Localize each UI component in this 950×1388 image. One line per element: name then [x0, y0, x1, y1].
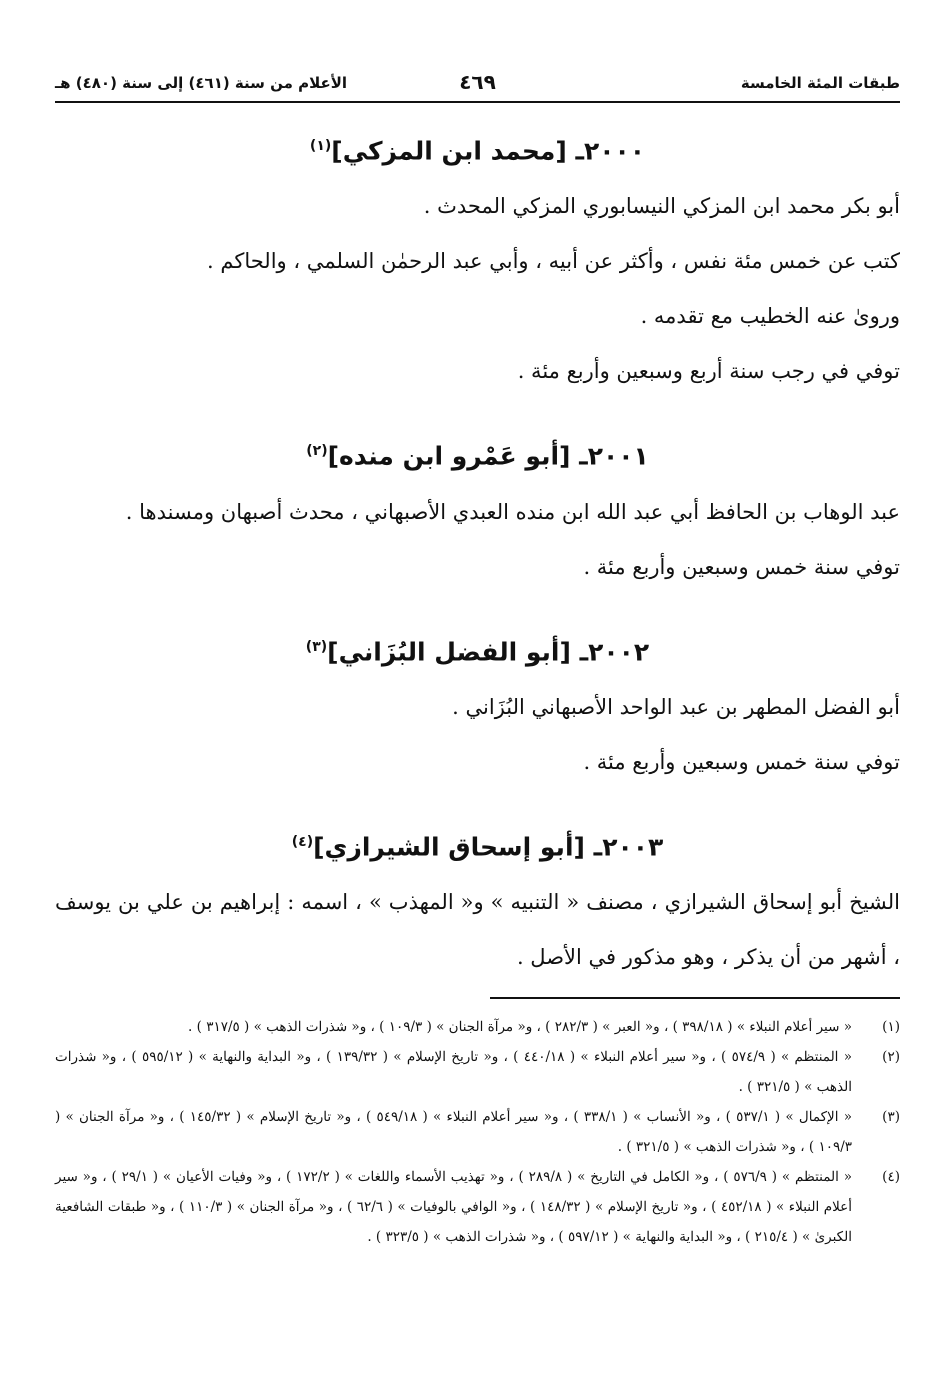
- entry-paragraph: أبو الفضل المطهر بن عبد الواحد الأصبهاني البُزَاني .: [452, 694, 900, 719]
- page-number: ٤٦٩: [459, 70, 496, 94]
- entry-paragraph: أبو بكر محمد ابن المزكي النيسابوري المزكي المحدث .: [423, 194, 900, 219]
- footnote-number: (١): [882, 1019, 900, 1035]
- entry-paragraph: كتب عن خمس مئة نفس ، وأكثر عن أبيه ، وأبي عبد الرحمٰن السلمي ، والحاكم .: [207, 249, 900, 274]
- footnote: [55, 1102, 900, 1162]
- footnotes: [55, 1012, 900, 1252]
- running-head-section: طبقات المئة الخامسة: [740, 74, 900, 92]
- entry-title: ٢٠٠٣ـ [أبو إسحاق الشيرازي]$^{(٤)}$: [291, 832, 664, 862]
- footnote-text: « المنتظم » ( ٥٧٤/٩ ) ، و« سير أعلام النبلاء » ( ٤٤٠/١٨ ) ، و« تاريخ الإسلام » ( ١٣٩/٣٢ ) ، و« البداية والنهاية » ( ٥٩٥/١٢ ) ، و« شذرات الذهب » ( ٣٢١/٥ ) .: [55, 1049, 852, 1095]
- entry-title: ٢٠٠٠ـ [محمد ابن المزكي]$^{(١)}$: [309, 136, 646, 166]
- running-head-range: الأعلام من سنة (٤٦١) إلى سنة (٤٨٠) هـ: [55, 74, 348, 92]
- footnote-ref: (٢): [306, 443, 328, 460]
- entry-paragraph: توفي سنة خمس وسبعين وأربع مئة .: [583, 554, 900, 579]
- entry-title: ٢٠٠١ـ [أبو عَمْرو ابن منده]$^{(٢)}$: [306, 441, 649, 471]
- footnote-number: (٣): [882, 1109, 900, 1125]
- footnote-ref: (١): [309, 138, 332, 154]
- footnote: [55, 1012, 900, 1042]
- entry-2002: [55, 619, 900, 790]
- footnote-ref: (٤): [291, 833, 314, 850]
- entry-paragraph: وروىٰ عنه الخطيب مع تقدمه .: [640, 304, 900, 329]
- footnote-number: (٤): [882, 1169, 900, 1185]
- footnote-text: « سير أعلام النبلاء » ( ٣٩٨/١٨ ) ، و« العبر » ( ٢٨٢/٣ ) ، و« مرآة الجنان » ( ١٠٩/٣ ) ، و« شذرات الذهب » ( ٣١٧/٥ ) .: [188, 1019, 852, 1035]
- footnote-ref: (٣): [305, 638, 328, 655]
- entry-2003: [55, 814, 900, 985]
- footnote: [55, 1162, 900, 1252]
- main-text: [55, 118, 900, 1009]
- footnote-number: (٢): [882, 1049, 900, 1065]
- entry-paragraph: عبد الوهاب بن الحافظ أبي عبد الله ابن منده العبدي الأصبهاني ، محدث أصبهان ومسندها .: [125, 499, 900, 524]
- entry-2001: [55, 423, 900, 594]
- entry-paragraph: الشيخ أبو إسحاق الشيرازي ، مصنف « التنبيه » و« المهذب » ، اسمه : إبراهيم بن علي بن يوسف ، أشهر من أن يذكر ، وهو مذكور في الأصل .: [55, 890, 900, 970]
- running-head: [55, 70, 900, 100]
- footnote: [55, 1042, 900, 1102]
- header-divider: [55, 101, 900, 103]
- footnote-text: « المنتظم » ( ٥٧٦/٩ ) ، و« الكامل في التاريخ » ( ٢٨٩/٨ ) ، و« تهذيب الأسماء واللغات » ( ١٧٢/٢ ) ، و« وفيات الأعيان » ( ٢٩/١ ) ، و« سير أعلام النبلاء » ( ٤٥٢/١٨ ) ، و« تاريخ الإسلام » ( ١٤٨/٣٢ ) ، و« الوافي بالوفيات » ( ٦٢/٦ ) ، و« مرآة الجنان » ( ١١٠/٣ ) ، و« طبقات الشافعية الكبرىٰ » ( ٢١٥/٤ ) ، و« البداية والنهاية » ( ٥٩٧/١٢ ) ، و« شذرات الذهب » ( ٣٢٣/٥ ) .: [55, 1169, 852, 1245]
- entry-paragraph: توفي في رجب سنة أربع وسبعين وأربع مئة .: [517, 359, 900, 384]
- footnote-text: « الإكمال » ( ٥٣٧/١ ) ، و« الأنساب » ( ٣٣٨/١ ) ، و« سير أعلام النبلاء » ( ٥٤٩/١٨ ) ، و« تاريخ الإسلام » ( ١٤٥/٣٢ ) ، و« مرآة الجنان » ( ١٠٩/٣ ) ، و« شذرات الذهب » ( ٣٢١/٥ ) .: [55, 1109, 852, 1155]
- entry-2000: [55, 118, 900, 399]
- footnote-divider: [490, 997, 900, 999]
- entry-paragraph: توفي سنة خمس وسبعين وأربع مئة .: [583, 749, 900, 774]
- entry-title: ٢٠٠٢ـ [أبو الفضل البُزَاني]$^{(٣)}$: [305, 636, 650, 666]
